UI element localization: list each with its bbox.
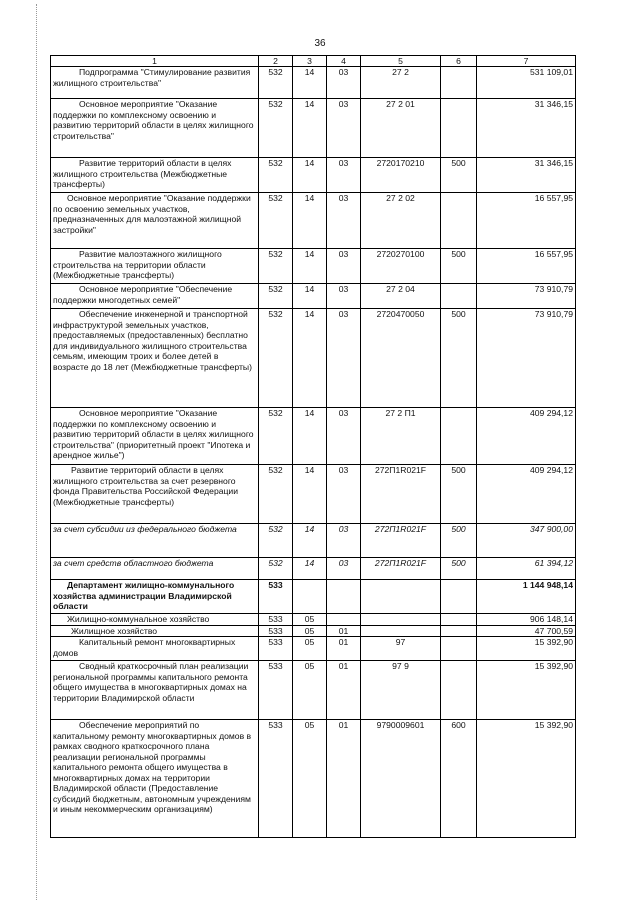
cell-expense-type — [441, 284, 477, 309]
cell-target-article: 272П1R021F — [361, 465, 441, 524]
cell-amount: 47 700,59 — [477, 625, 576, 637]
row-name: Жилищно-коммунальное хозяйство — [51, 614, 259, 626]
cell-section: 05 — [293, 661, 327, 720]
cell-amount: 409 294,12 — [477, 465, 576, 524]
row-name: Обеспечение инженерной и транспортной инфраструктурой земельных участков, предоставляемых (предоставленных) бесплатно для индивидуального жилищного строительства семьям, имеющим троих и более детей в возрасте до 18 лет (Межбюджетные трансферты) — [51, 309, 259, 408]
cell-ministry: 532 — [259, 558, 293, 580]
row-name: Развитие малоэтажного жилищного строительства на территории области (Межбюджетные трансферты) — [51, 249, 259, 284]
cell-ministry: 532 — [259, 249, 293, 284]
cell-subsection: 03 — [327, 408, 361, 465]
cell-amount: 31 346,15 — [477, 158, 576, 193]
header-cell: 1 — [51, 56, 259, 67]
cell-section: 14 — [293, 558, 327, 580]
cell-section: 05 — [293, 720, 327, 838]
table-row — [51, 309, 576, 408]
cell-section — [293, 580, 327, 614]
cell-amount: 1 144 948,14 — [477, 580, 576, 614]
cell-subsection: 03 — [327, 158, 361, 193]
cell-subsection — [327, 614, 361, 626]
cell-ministry: 532 — [259, 465, 293, 524]
cell-subsection: 03 — [327, 284, 361, 309]
cell-expense-type — [441, 661, 477, 720]
header-cell: 5 — [361, 56, 441, 67]
table-row — [51, 580, 576, 614]
header-cell: 4 — [327, 56, 361, 67]
cell-expense-type — [441, 99, 477, 158]
cell-amount: 31 346,15 — [477, 99, 576, 158]
cell-section: 14 — [293, 524, 327, 558]
cell-subsection: 03 — [327, 309, 361, 408]
cell-expense-type — [441, 408, 477, 465]
cell-ministry: 532 — [259, 408, 293, 465]
cell-ministry: 532 — [259, 524, 293, 558]
table-row — [51, 558, 576, 580]
cell-section: 14 — [293, 309, 327, 408]
cell-expense-type: 500 — [441, 309, 477, 408]
cell-ministry: 533 — [259, 625, 293, 637]
scan-edge-line — [36, 4, 37, 900]
cell-expense-type — [441, 637, 477, 661]
cell-subsection: 01 — [327, 637, 361, 661]
header-cell: 6 — [441, 56, 477, 67]
cell-subsection: 03 — [327, 558, 361, 580]
row-name: Основное мероприятие "Обеспечение поддержки многодетных семей" — [51, 284, 259, 309]
cell-ministry: 532 — [259, 158, 293, 193]
cell-expense-type: 600 — [441, 720, 477, 838]
cell-subsection: 03 — [327, 465, 361, 524]
cell-section: 14 — [293, 99, 327, 158]
cell-ministry: 533 — [259, 614, 293, 626]
cell-expense-type — [441, 625, 477, 637]
cell-ministry: 533 — [259, 637, 293, 661]
cell-expense-type: 500 — [441, 465, 477, 524]
table-row — [51, 524, 576, 558]
cell-amount: 15 392,90 — [477, 720, 576, 838]
row-name: Подпрограмма "Стимулирование развития жилищного строительства" — [51, 67, 259, 99]
cell-amount: 409 294,12 — [477, 408, 576, 465]
row-name: Капитальный ремонт многоквартирных домов — [51, 637, 259, 661]
column-number-header — [51, 56, 576, 67]
header-cell: 3 — [293, 56, 327, 67]
cell-expense-type — [441, 193, 477, 249]
cell-subsection: 01 — [327, 720, 361, 838]
cell-section: 14 — [293, 249, 327, 284]
cell-subsection: 01 — [327, 625, 361, 637]
cell-target-article: 272П1R021F — [361, 524, 441, 558]
page-number: 36 — [314, 38, 326, 49]
cell-target-article: 27 2 01 — [361, 99, 441, 158]
cell-target-article: 27 2 — [361, 67, 441, 99]
table-row — [51, 614, 576, 626]
cell-ministry: 532 — [259, 309, 293, 408]
table-row — [51, 661, 576, 720]
cell-subsection: 03 — [327, 67, 361, 99]
cell-subsection: 03 — [327, 524, 361, 558]
cell-target-article: 27 2 П1 — [361, 408, 441, 465]
cell-ministry: 533 — [259, 580, 293, 614]
cell-amount: 531 109,01 — [477, 67, 576, 99]
row-name: Департамент жилищно-коммунального хозяйства администрации Владимирской области — [51, 580, 259, 614]
cell-section: 14 — [293, 158, 327, 193]
header-cell: 2 — [259, 56, 293, 67]
row-name: Обеспечение мероприятий по капитальному ремонту многоквартирных домов в рамках сводного краткосрочного плана реализации региональной программы капитального ремонта общего имущества в многоквартирных домах на территории Владимирской области (Предоставление субсидий бюджетным, автономным учреждениям и иным некоммерческим организациям) — [51, 720, 259, 838]
table-row — [51, 67, 576, 99]
cell-target-article: 97 9 — [361, 661, 441, 720]
cell-ministry: 532 — [259, 284, 293, 309]
cell-amount: 15 392,90 — [477, 661, 576, 720]
cell-ministry: 532 — [259, 193, 293, 249]
cell-amount: 16 557,95 — [477, 193, 576, 249]
table-row — [51, 158, 576, 193]
cell-target-article: 97 — [361, 637, 441, 661]
cell-amount: 15 392,90 — [477, 637, 576, 661]
cell-target-article: 2720170210 — [361, 158, 441, 193]
table-row — [51, 193, 576, 249]
cell-target-article — [361, 625, 441, 637]
cell-target-article: 9790009601 — [361, 720, 441, 838]
row-name: Жилищное хозяйство — [51, 625, 259, 637]
table-row — [51, 408, 576, 465]
table-row — [51, 465, 576, 524]
cell-target-article: 2720470050 — [361, 309, 441, 408]
cell-target-article: 27 2 02 — [361, 193, 441, 249]
cell-amount: 347 900,00 — [477, 524, 576, 558]
cell-expense-type: 500 — [441, 158, 477, 193]
cell-section: 05 — [293, 625, 327, 637]
row-name: Развитие территорий области в целях жилищного строительства за счет резервного фонда Правительства Российской Федерации (Межбюджетные трансферты) — [51, 465, 259, 524]
cell-expense-type: 500 — [441, 558, 477, 580]
cell-ministry: 532 — [259, 67, 293, 99]
cell-subsection: 03 — [327, 249, 361, 284]
cell-section: 14 — [293, 465, 327, 524]
cell-subsection: 01 — [327, 661, 361, 720]
cell-subsection: 03 — [327, 99, 361, 158]
cell-target-article — [361, 580, 441, 614]
cell-target-article: 2720270100 — [361, 249, 441, 284]
row-name: Основное мероприятие "Оказание поддержки по комплексному освоению и развитию территорий области в целях жилищного строительства" (приоритетный проект "Ипотека и арендное жилье") — [51, 408, 259, 465]
cell-section: 14 — [293, 67, 327, 99]
cell-expense-type — [441, 614, 477, 626]
table-row — [51, 99, 576, 158]
row-name: Развитие территорий области в целях жилищного строительства (Межбюджетные трансферты) — [51, 158, 259, 193]
cell-subsection — [327, 580, 361, 614]
table-row — [51, 284, 576, 309]
table-row — [51, 637, 576, 661]
cell-expense-type — [441, 580, 477, 614]
cell-amount: 73 910,79 — [477, 284, 576, 309]
row-name: Основное мероприятие "Оказание поддержки по освоению земельных участков, предназначенных для малоэтажной жилищной застройки" — [51, 193, 259, 249]
row-name: Сводный краткосрочный план реализации региональной программы капитального ремонта общего имущества в многоквартирных домах на территории Владимирской области — [51, 661, 259, 720]
cell-target-article: 27 2 04 — [361, 284, 441, 309]
budget-table — [50, 55, 576, 838]
cell-amount: 73 910,79 — [477, 309, 576, 408]
table-row — [51, 249, 576, 284]
row-name: Основное мероприятие "Оказание поддержки по комплексному освоению и развитию территорий области в целях жилищного строительства" — [51, 99, 259, 158]
row-name: за счет субсидии из федерального бюджета — [51, 524, 259, 558]
cell-section: 14 — [293, 284, 327, 309]
cell-subsection: 03 — [327, 193, 361, 249]
cell-section: 14 — [293, 193, 327, 249]
cell-expense-type: 500 — [441, 249, 477, 284]
cell-section: 05 — [293, 614, 327, 626]
cell-amount: 16 557,95 — [477, 249, 576, 284]
cell-amount: 906 148,14 — [477, 614, 576, 626]
header-cell: 7 — [477, 56, 576, 67]
cell-amount: 61 394,12 — [477, 558, 576, 580]
table-row — [51, 720, 576, 838]
cell-section: 05 — [293, 637, 327, 661]
cell-target-article: 272П1R021F — [361, 558, 441, 580]
row-name: за счет средств областного бюджета — [51, 558, 259, 580]
cell-ministry: 533 — [259, 661, 293, 720]
cell-ministry: 533 — [259, 720, 293, 838]
table-row — [51, 625, 576, 637]
cell-target-article — [361, 614, 441, 626]
cell-section: 14 — [293, 408, 327, 465]
cell-ministry: 532 — [259, 99, 293, 158]
cell-expense-type: 500 — [441, 524, 477, 558]
cell-expense-type — [441, 67, 477, 99]
